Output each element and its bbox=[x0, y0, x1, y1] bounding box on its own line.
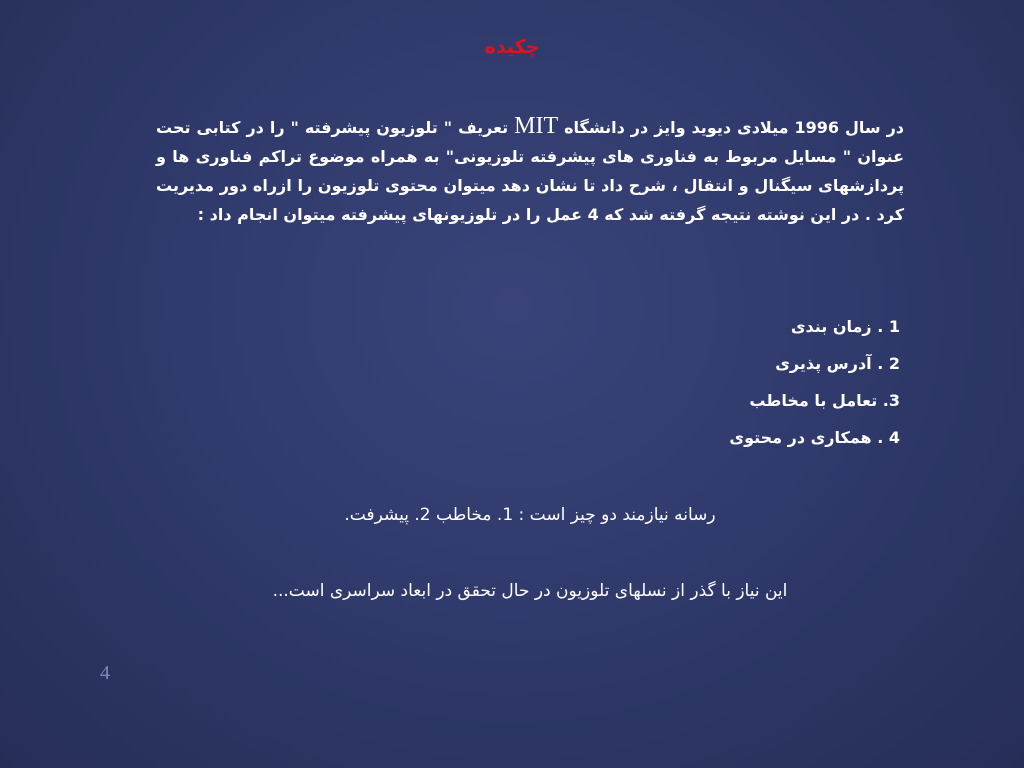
numbered-list bbox=[729, 313, 900, 461]
list-item-1: 1 . زمان بندی bbox=[790, 317, 900, 336]
slide-title: چکیده bbox=[484, 36, 540, 58]
paragraph-part-2: تعریف " تلوزیون پیشرفته " را در کتابی تحت عنوان " مسایل مربوط به فناوری های پیشرفته تلوزیونی" به همراه موضوع تراکم فناوری ها و پردازشهای سیگنال و انتقال ، شرح داد تا نشان دهد میتوان محتوی تلوزیون را ازراه دور مدیریت کرد . در این نوشته نتیجه گرفته شد که 4 عمل را در تلوزیونهای پیشرفته میتوان انجام داد : bbox=[156, 118, 904, 224]
page-number: 4 bbox=[100, 662, 110, 684]
mit-label: MIT bbox=[514, 113, 559, 139]
list-item-3: 3. تعامل با مخاطب bbox=[749, 391, 900, 410]
paragraph-part-1: در سال 1996 میلادی دیوید وایز در دانشگاه bbox=[558, 118, 905, 137]
abstract-paragraph bbox=[156, 112, 904, 229]
statement-line-2: این نیاز با گذر از نسلهای تلوزیون در حال تحقق در ابعاد سراسری است... bbox=[272, 581, 788, 601]
statement-line-1: رسانه نیازمند دو چیز است : 1. مخاطب 2. پیشرفت. bbox=[344, 505, 716, 525]
list-item-2: 2 . آدرس پذیری bbox=[775, 354, 900, 373]
list-item-4: 4 . همکاری در محتوی bbox=[729, 428, 900, 447]
